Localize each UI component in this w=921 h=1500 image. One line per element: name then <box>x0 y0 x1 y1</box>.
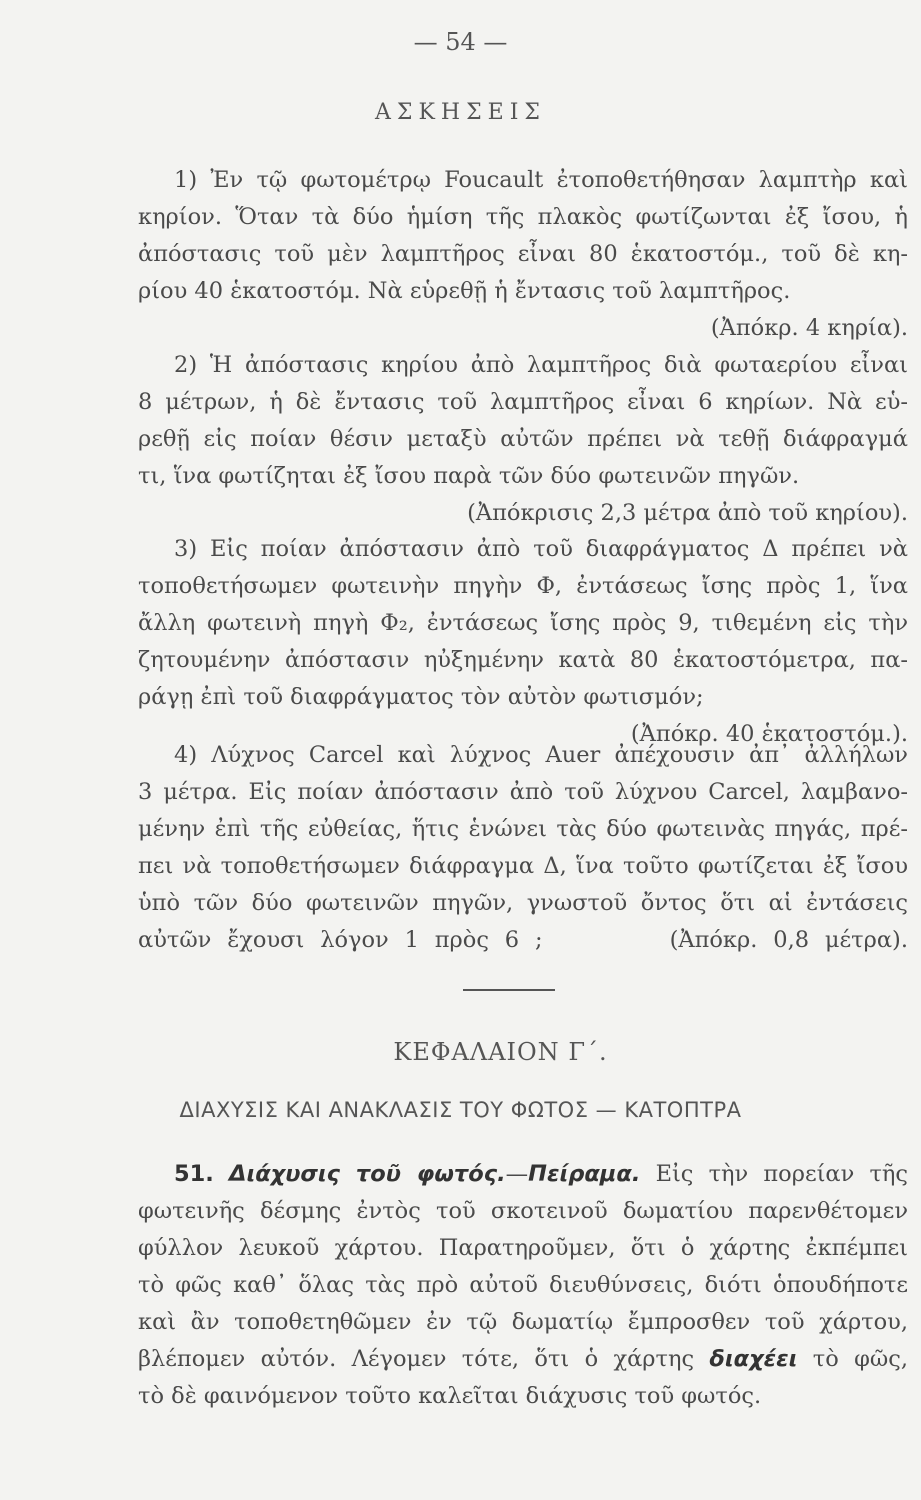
page-number: — 54 — <box>413 28 508 56</box>
exercise-3 <box>138 531 908 753</box>
text-line: ράγῃ ἐπὶ τοῦ διαφράγματος τὸν αὐτὸν φωτισμόν; <box>138 684 704 710</box>
text-line: 2) Ἡ ἀπόστασις κηρίου ἀπὸ λαμπτῆρος διὰ φωταερίου εἶναι <box>174 352 908 378</box>
text-line: ρεθῇ εἰς ποίαν θέσιν μεταξὺ αὐτῶν πρέπει νὰ τεθῇ διάφραγμά <box>138 426 908 452</box>
answer: (Ἀπόκρισις 2,3 μέτρα ἀπὸ τοῦ κηρίου). <box>467 500 908 526</box>
exercise-2 <box>138 347 908 532</box>
chapter-title: ΚΕΦΑΛΑΙΟΝ Γ΄. <box>393 1038 608 1066</box>
text-line: 8 μέτρων, ἡ δὲ ἔντασις τοῦ λαμπτῆρος εἶναι 6 κηρίων. Νὰ εὑ- <box>138 389 908 415</box>
paragraph-number: 51. <box>174 1161 214 1187</box>
exercise-4 <box>138 737 908 959</box>
emphasized-word: διαχέει <box>709 1346 798 1372</box>
answer: (Ἀπόκρ. 4 κηρία). <box>710 315 908 341</box>
text-line: τι, ἵνα φωτίζηται ἐξ ἴσου παρὰ τῶν δύο φωτεινῶν πηγῶν. <box>138 463 800 489</box>
text-fragment: βλέπομεν αὐτόν. Λέγομεν τότε, ὅτι ὁ χάρτης <box>138 1346 695 1372</box>
text-line: 3) Εἰς ποίαν ἀπόστασιν ἀπὸ τοῦ διαφράγματος Δ πρέπει νὰ <box>174 536 908 562</box>
text-line: ὑπὸ τῶν δύο φωτεινῶν πηγῶν, γνωστοῦ ὄντος ὅτι αἱ ἐντάσεις <box>138 890 908 916</box>
text-line: πει νὰ τοποθετήσωμεν διάφραγμα Δ, ἵνα τοῦτο φωτίζεται ἐξ ἴσου <box>138 853 908 879</box>
text-line: 4) Λύχνος Carcel καὶ λύχνος Auer ἀπέχουσιν ἀπ᾽ ἀλλήλων <box>174 742 908 768</box>
exercise-1 <box>138 162 908 347</box>
text-line: 1) Ἐν τῷ φωτομέτρῳ Foucault ἐτοποθετήθησαν λαμπτὴρ καὶ <box>174 167 908 193</box>
text-line: ζητουμένην ἀπόστασιν ηὐξημένην κατὰ 80 ἑκατοστόμετρα, πα- <box>138 647 908 673</box>
text-line <box>138 1341 908 1378</box>
dash: — <box>505 1161 529 1187</box>
text-fragment: Εἰς τὴν πορείαν τῆς <box>655 1161 908 1187</box>
section-divider <box>463 989 555 991</box>
text-line: κηρίον. Ὅταν τὰ δύο ἡμίση τῆς πλακὸς φωτίζωνται ἐξ ἴσου, ἡ <box>138 204 908 230</box>
text-line: τοποθετήσωμεν φωτεινὴν πηγὴν Φ, ἐντάσεως ἴσης πρὸς 1, ἵνα <box>138 573 908 599</box>
paragraph-subheading: Πείραμα. <box>528 1161 641 1187</box>
text-line: 3 μέτρα. Εἰς ποίαν ἀπόστασιν ἀπὸ τοῦ λύχνου Carcel, λαμβανο- <box>138 779 908 805</box>
text-fragment: τὸ φῶς, <box>812 1346 908 1372</box>
answer: (Ἀπόκρ. 40 ἑκατοστόμ.). <box>630 721 908 747</box>
paragraph-heading-line <box>138 1156 908 1193</box>
paragraph-51 <box>138 1156 908 1415</box>
paragraph-heading: Διάχυσις τοῦ φωτός. <box>229 1161 506 1187</box>
text-line: ἄλλη φωτεινὴ πηγὴ Φ₂, ἐντάσεως ἴσης πρὸς 9, τιθεμένη εἰς τὴν <box>138 610 908 636</box>
chapter-subtitle: ΔΙΑΧΥΣΙΣ ΚΑΙ ΑΝΑΚΛΑΣΙΣ ΤΟΥ ΦΩΤΟΣ — ΚΑΤΟΠΤΡΑ <box>179 1098 742 1122</box>
text-line: φύλλον λευκοῦ χάρτου. Παρατηροῦμεν, ὅτι ὁ χάρτης ἐκπέμπει <box>138 1235 908 1261</box>
text-line: τὸ δὲ φαινόμενον τοῦτο καλεῖται διάχυσις τοῦ φωτός. <box>138 1383 762 1409</box>
text-line: ἀπόστασις τοῦ μὲν λαμπτῆρος εἶναι 80 ἑκατοστόμ., τοῦ δὲ κη- <box>138 241 908 267</box>
section-title: ΑΣΚΗΣΕΙΣ <box>375 100 546 125</box>
text-line: τὸ φῶς καθ᾽ ὅλας τὰς πρὸ αὐτοῦ διευθύνσεις, διότι ὁπουδήποτε <box>138 1272 908 1298</box>
text-line: καὶ ἂν τοποθετηθῶμεν ἐν τῷ δωματίῳ ἔμπροσθεν τοῦ χάρτου, <box>138 1309 908 1335</box>
text-line: φωτεινῆς δέσμης ἐντὸς τοῦ σκοτεινοῦ δωματίου παρενθέτομεν <box>138 1198 908 1224</box>
text-line: ρίου 40 ἑκατοστόμ. Νὰ εὑρεθῇ ἡ ἔντασις τοῦ λαμπτῆρος. <box>138 278 791 304</box>
text-line: αὐτῶν ἔχουσι λόγον 1 πρὸς 6 ; (Ἀπόκρ. 0,8 μέτρα). <box>138 927 908 953</box>
text-line: μένην ἐπὶ τῆς εὐθείας, ἥτις ἑνώνει τὰς δύο φωτεινὰς πηγάς, πρέ- <box>138 816 908 842</box>
